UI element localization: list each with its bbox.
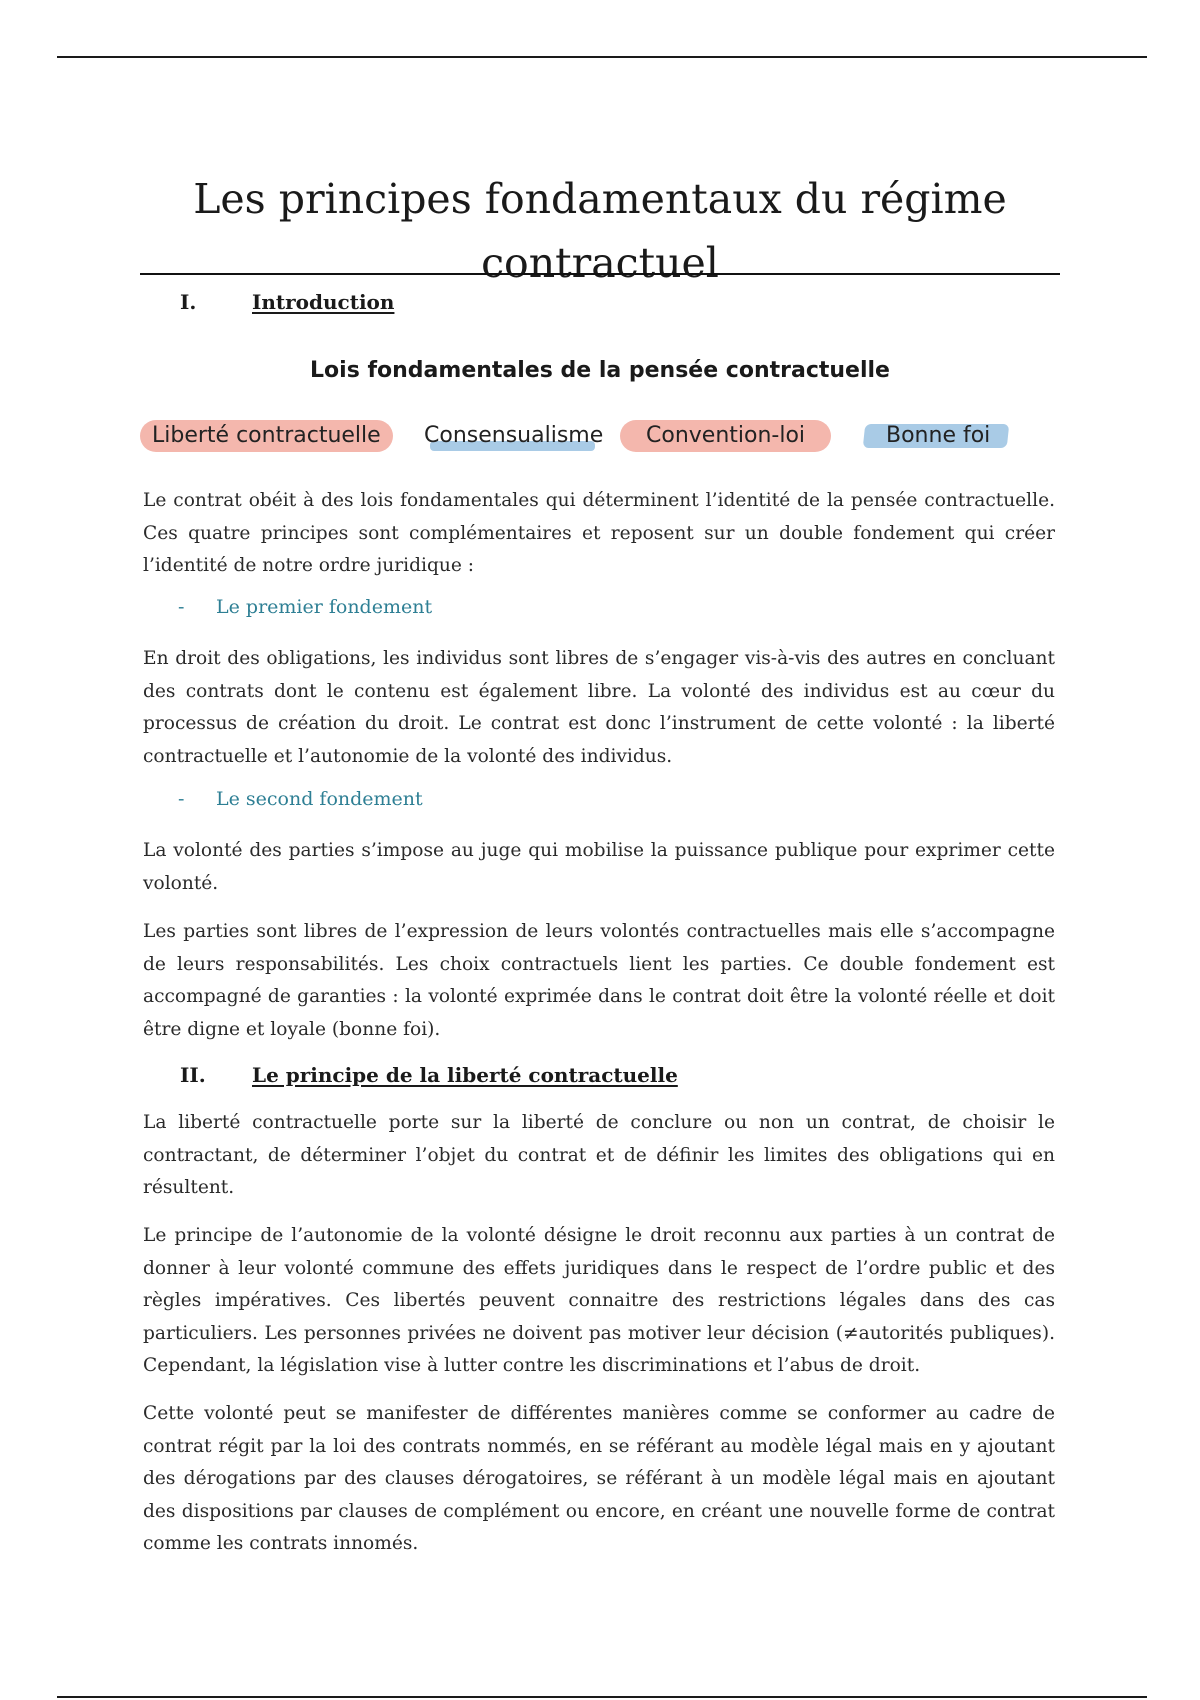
paragraph: La liberté contractuelle porte sur la liberté de conclure ou non un contrat, de choisir le contractant, de déterminer l’objet du contrat et de définir les limites des obligations qui en résultent. <box>143 1112 1055 1198</box>
bullet-label: Le premier fondement <box>216 596 433 618</box>
section-label: Le principe de la liberté contractuelle <box>252 1063 678 1087</box>
bullet-dash: - <box>178 596 185 618</box>
paragraph: La volonté des parties s’impose au juge qui mobilise la puissance publique pour exprimer cette volonté. <box>143 840 1055 894</box>
paragraph: En droit des obligations, les individus sont libres de s’engager vis-à-vis des autres en concluant des contrats dont le contenu est également libre. La volonté des individus est au cœur du processus de création du droit. Le contrat est donc l’instrument de cette volonté : la liberté contractuelle et l’autonomie de la volonté des individus. <box>143 648 1055 767</box>
bullet-label: Le second fondement <box>216 788 423 810</box>
tag-label: Bonne foi <box>886 423 991 448</box>
subtitle: Lois fondamentales de la pensée contractuelle <box>310 358 890 383</box>
title-underline <box>140 273 1060 275</box>
tag-label: Liberté contractuelle <box>152 423 381 448</box>
bullet-premier-fondement <box>178 596 432 618</box>
tag-label: Convention-loi <box>646 423 806 448</box>
section-heading-liberte <box>180 1063 678 1087</box>
bullet-dash: - <box>178 788 185 810</box>
tag-bonne-foi <box>856 418 1008 454</box>
section-number: II. <box>180 1063 206 1087</box>
tag-label: Consensualisme <box>424 423 604 448</box>
bullet-second-fondement <box>178 788 423 810</box>
page-title: Les principes fondamentaux du régime contractuel <box>193 175 1007 288</box>
section-number: I. <box>180 290 197 314</box>
tag-liberte-contractuelle <box>140 418 393 454</box>
section-heading-introduction <box>180 290 394 314</box>
paragraph: Le contrat obéit à des lois fondamentales qui déterminent l’identité de la pensée contractuelle. Ces quatre principes sont complémentaires et reposent sur un double fondement qui créer l’identité de notre ordre juridique : <box>143 490 1055 576</box>
paragraph: Cette volonté peut se manifester de différentes manières comme se conformer au cadre de contrat régit par la loi des contrats nommés, en se référant au modèle légal mais en y ajoutant des dérogations par des clauses dérogatoires, se référant à un modèle légal mais en ajoutant des dispositions par clauses de complément ou encore, en créant une nouvelle forme de contrat comme les contrats innomés. <box>143 1403 1055 1554</box>
paragraph: Le principe de l’autonomie de la volonté désigne le droit reconnu aux parties à un contrat de donner à leur volonté commune des effets juridiques dans le respect de l’ordre public et des règles impératives. Ces libertés peuvent connaitre des restrictions légales dans des cas particuliers. Les personnes privées ne doivent pas motiver leur décision (≠autorités publiques). Cependant, la législation vise à lutter contre les discriminations et l’abus de droit. <box>143 1225 1055 1376</box>
section-label: Introduction <box>252 290 395 314</box>
top-rule <box>57 56 1147 58</box>
bottom-rule <box>57 1696 1147 1698</box>
paragraph: Les parties sont libres de l’expression de leurs volontés contractuelles mais elle s’accompagne de leurs responsabilités. Les choix contractuels lient les parties. Ce double fondement est accompagné de garanties : la volonté exprimée dans le contrat doit être la volonté réelle et doit être digne et loyale (bonne foi). <box>143 921 1055 1040</box>
tag-convention-loi <box>620 418 831 454</box>
tag-consensualisme <box>412 418 615 454</box>
